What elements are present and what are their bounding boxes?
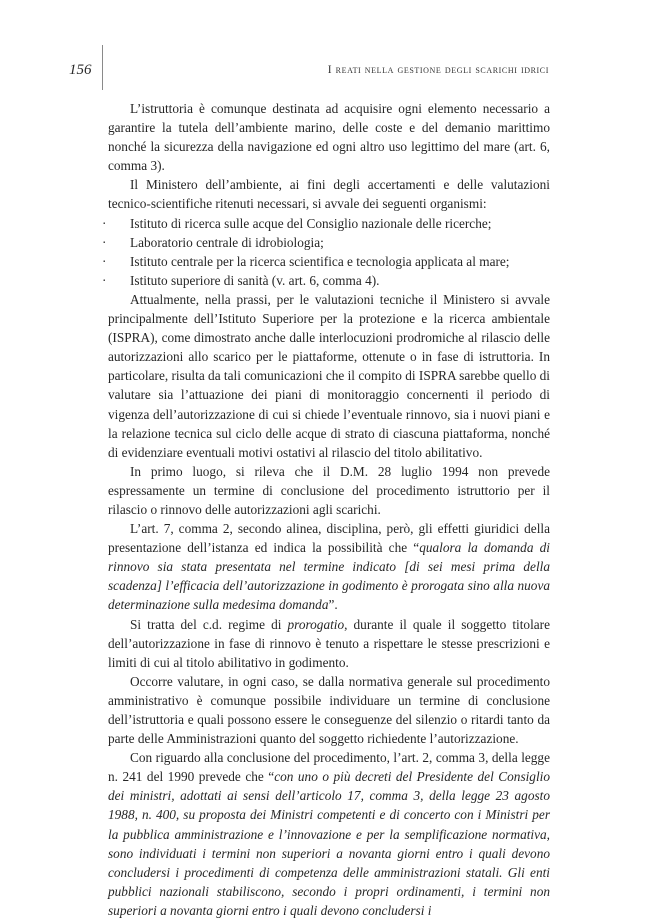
text-run: Si tratta del c.d. regime di [130,616,288,632]
list-item-text: Istituto centrale per la ricerca scientifica e tecnologia applicata al mare; [130,253,510,269]
bullet-icon: · [102,253,107,269]
paragraph [108,615,550,672]
header-divider [102,45,103,90]
emphasis: prorogatio [287,616,345,632]
paragraph: Attualmente, nella prassi, per le valutazioni tecniche il Ministero si avvale principalmente dell’Istituto Superiore per la protezione e la ricerca ambientale (ISPRA), come dimostrato anche dalle interlocuzioni prodromiche al rilascio delle autorizzazioni allo scarico per le piattaforme, ottenute o in fase di istruttoria. In particolare, risulta da tali comunicazioni che il compito di ISPRA sarebbe quello di valutare sia l’attuazione dei piani di monitoraggio concernenti il periodo di vigenza dell’autorizzazione di cui si chiede l’eventuale rinnovo, sia i nuovi piani e la relazione tecnica sul ciclo delle acque di strato di ciascuna piattaforma, nonché di evidenziare eventuali motivi ostativi al rilascio del titolo abilitativo. [108,291,551,460]
text-run: ”. [328,597,338,613]
quotation: qualora la domanda di rinnovo sia stata presentata nel termine indicato [di sei mesi prima della scadenza] l’efficacia dell’autorizzazione in godimento è prorogata sino alla nuova determinazione sulla medesima domanda [108,540,550,613]
list-item-text: Laboratorio centrale di idrobiologia; [130,234,324,250]
page-number: 156 [69,62,92,78]
paragraph: Il Ministero dell’ambiente, ai fini degli accertamenti e delle valutazioni tecnico-scientifiche ritenuti necessari, si avvale dei seguenti organismi: [108,177,550,212]
bullet-icon: · [102,215,107,231]
running-head: I reati nella gestione degli scarichi idrici [327,64,549,76]
bullet-icon: · [102,234,107,250]
paragraph [108,748,550,920]
text-run: , durante il quale il soggetto titolare dell’autorizzazione in fase di rinnovo è tenuto a rispettare le stesse prescrizioni e limiti di cui al titolo abilitativo in godimento. [108,616,550,670]
text-run: L’art. 7, comma 2, secondo alinea, disciplina, però, gli effetti giuridici della presentazione dell’istanza ed indica la possibilità che “ [108,521,550,556]
organism-list [102,214,550,290]
list-item [102,252,550,271]
bullet-icon: · [102,272,107,288]
list-item [102,214,550,233]
paragraph: Occorre valutare, in ogni caso, se dalla normativa generale sul procedimento amministrativo è comunque possibile individuare un termine di conclusione dell’istruttoria e quali possono essere le conseguenze del silenzio o ritardi tanto da parte delle Amministrazioni quanto del soggetto richiedente l’autorizzazione. [108,673,550,747]
list-item-text: Istituto superiore di sanità (v. art. 6, comma 4). [130,272,380,288]
list-item-text: Istituto di ricerca sulle acque del Consiglio nazionale delle ricerche; [130,215,492,231]
paragraph: In primo luogo, si rileva che il D.M. 28 luglio 1994 non prevede espressamente un termine di conclusione del procedimento istruttorio per il rilascio o rinnovo delle autorizzazioni agli scarichi. [108,463,550,517]
quotation: con uno o più decreti del Presidente del Consiglio dei ministri, adottati ai sensi dell’articolo 17, comma 3, della legge 23 agosto 1988, n. 400, su proposta dei Ministri competenti e di concerto con i Ministri per la pubblica amministrazione e l’innovazione e per la semplificazione normativa, sono individuati i termini non superiori a novanta giorni entro i quali devono concludersi i procedimenti di competenza delle amministrazioni statali. Gli enti pubblici nazionali stabiliscono, secondo i propri ordinamenti, i termini non superiori a novanta giorni entro i quali devono concludersi i [108,769,550,918]
body-text [102,99,551,920]
text-run: Con riguardo alla conclusione del procedimento, l’art. 2, comma 3, della legge n. 241 del 1990 prevede che “ [108,750,550,785]
list-item [102,271,550,290]
list-item [102,233,550,252]
paragraph: L’istruttoria è comunque destinata ad acquisire ogni elemento necessario a garantire la tutela dell’ambiente marino, delle coste e del demanio marittimo nonché la sicurezza della navigazione ed ogni altro uso legittimo del mare (art. 6, comma 3). [108,101,550,174]
paragraph [108,519,550,614]
